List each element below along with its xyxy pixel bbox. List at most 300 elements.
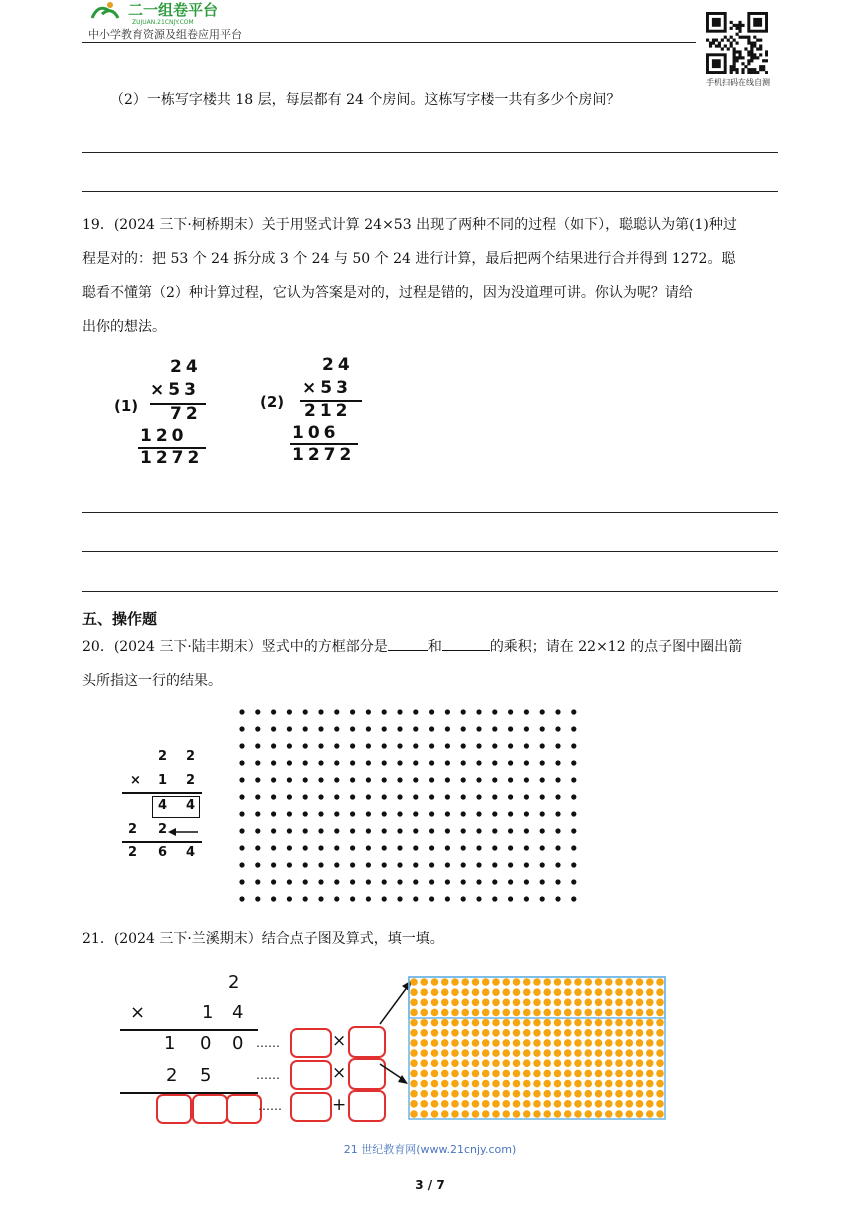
- dot[interactable]: [508, 777, 513, 782]
- fill-blank[interactable]: [388, 636, 428, 651]
- dot[interactable]: [555, 760, 560, 765]
- orange-dot: [461, 978, 469, 986]
- dot[interactable]: [476, 828, 481, 833]
- orange-dot: [513, 978, 521, 986]
- dot[interactable]: [271, 760, 276, 765]
- dot[interactable]: [318, 726, 323, 731]
- dot[interactable]: [492, 760, 497, 765]
- dot[interactable]: [524, 879, 529, 884]
- dot[interactable]: [318, 811, 323, 816]
- dot[interactable]: [303, 760, 308, 765]
- dot[interactable]: [255, 879, 260, 884]
- dot[interactable]: [492, 845, 497, 850]
- dot[interactable]: [397, 794, 402, 799]
- answer-box[interactable]: [192, 1094, 228, 1124]
- dot[interactable]: [524, 862, 529, 867]
- dot[interactable]: [366, 794, 371, 799]
- dot[interactable]: [239, 760, 244, 765]
- dot[interactable]: [555, 811, 560, 816]
- dot[interactable]: [524, 760, 529, 765]
- dot[interactable]: [461, 879, 466, 884]
- dot[interactable]: [429, 845, 434, 850]
- dot[interactable]: [334, 811, 339, 816]
- orange-dot: [410, 1090, 418, 1098]
- dot[interactable]: [571, 777, 576, 782]
- dot[interactable]: [366, 760, 371, 765]
- dot[interactable]: [255, 743, 260, 748]
- dot[interactable]: [239, 794, 244, 799]
- dot[interactable]: [524, 811, 529, 816]
- dot[interactable]: [271, 777, 276, 782]
- dot[interactable]: [476, 845, 481, 850]
- dot[interactable]: [397, 879, 402, 884]
- dot[interactable]: [255, 862, 260, 867]
- dot[interactable]: [476, 794, 481, 799]
- dot[interactable]: [445, 760, 450, 765]
- dot[interactable]: [508, 879, 513, 884]
- dot[interactable]: [350, 845, 355, 850]
- dot[interactable]: [571, 743, 576, 748]
- dot[interactable]: [334, 845, 339, 850]
- dot[interactable]: [429, 896, 434, 901]
- dot[interactable]: [555, 862, 560, 867]
- orange-dot: [482, 1070, 490, 1078]
- footer-link[interactable]: 21 世纪教育网(www.21cnjy.com): [343, 1143, 517, 1156]
- orange-dot: [533, 978, 541, 986]
- dot[interactable]: [445, 743, 450, 748]
- dot[interactable]: [350, 794, 355, 799]
- dot[interactable]: [555, 743, 560, 748]
- dot[interactable]: [571, 845, 576, 850]
- dot[interactable]: [287, 845, 292, 850]
- dot[interactable]: [429, 794, 434, 799]
- dot[interactable]: [239, 862, 244, 867]
- orange-dot: [584, 999, 592, 1007]
- dot[interactable]: [287, 794, 292, 799]
- orange-dot: [615, 1100, 623, 1108]
- dot[interactable]: [413, 760, 418, 765]
- dot[interactable]: [461, 743, 466, 748]
- dot[interactable]: [429, 828, 434, 833]
- orange-dot: [605, 1080, 613, 1088]
- dot[interactable]: [350, 896, 355, 901]
- dot[interactable]: [334, 777, 339, 782]
- answer-box[interactable]: [156, 1094, 192, 1124]
- dot[interactable]: [350, 862, 355, 867]
- dot[interactable]: [461, 777, 466, 782]
- dot[interactable]: [445, 845, 450, 850]
- dot[interactable]: [287, 726, 292, 731]
- dot[interactable]: [540, 760, 545, 765]
- dot[interactable]: [476, 726, 481, 731]
- dot[interactable]: [445, 794, 450, 799]
- dot[interactable]: [445, 811, 450, 816]
- dot[interactable]: [413, 794, 418, 799]
- dot[interactable]: [350, 811, 355, 816]
- dot[interactable]: [540, 828, 545, 833]
- dot[interactable]: [461, 794, 466, 799]
- dot[interactable]: [303, 794, 308, 799]
- answer-box[interactable]: [226, 1094, 262, 1124]
- dot[interactable]: [287, 709, 292, 714]
- dot[interactable]: [303, 896, 308, 901]
- dot[interactable]: [397, 743, 402, 748]
- dot[interactable]: [413, 811, 418, 816]
- orange-dot: [625, 1110, 633, 1118]
- qr-caption: 手机扫码在线自测: [706, 78, 770, 87]
- answer-box[interactable]: [290, 1060, 332, 1090]
- dot[interactable]: [318, 845, 323, 850]
- dot[interactable]: [350, 743, 355, 748]
- fill-blank[interactable]: [442, 636, 490, 651]
- dot[interactable]: [413, 709, 418, 714]
- dot[interactable]: [239, 726, 244, 731]
- dot[interactable]: [287, 777, 292, 782]
- dot[interactable]: [461, 811, 466, 816]
- dot[interactable]: [239, 879, 244, 884]
- dot[interactable]: [476, 760, 481, 765]
- dot[interactable]: [571, 709, 576, 714]
- dot[interactable]: [271, 743, 276, 748]
- dot[interactable]: [492, 794, 497, 799]
- dot[interactable]: [461, 862, 466, 867]
- dot[interactable]: [492, 879, 497, 884]
- dot[interactable]: [271, 879, 276, 884]
- dot[interactable]: [524, 743, 529, 748]
- dot[interactable]: [492, 726, 497, 731]
- dot[interactable]: [271, 794, 276, 799]
- dot-grid[interactable]: [232, 702, 602, 912]
- dot[interactable]: [508, 896, 513, 901]
- dot[interactable]: [318, 862, 323, 867]
- dot[interactable]: [334, 896, 339, 901]
- dot[interactable]: [461, 896, 466, 901]
- dot[interactable]: [334, 828, 339, 833]
- dot[interactable]: [255, 777, 260, 782]
- dot[interactable]: [382, 862, 387, 867]
- dot[interactable]: [461, 845, 466, 850]
- dot[interactable]: [571, 862, 576, 867]
- dot[interactable]: [508, 828, 513, 833]
- dot[interactable]: [350, 879, 355, 884]
- dot[interactable]: [271, 862, 276, 867]
- dot[interactable]: [445, 777, 450, 782]
- dot[interactable]: [397, 862, 402, 867]
- dot[interactable]: [382, 794, 387, 799]
- dot[interactable]: [334, 743, 339, 748]
- orange-dot: [595, 988, 603, 996]
- dot[interactable]: [303, 862, 308, 867]
- dot[interactable]: [366, 862, 371, 867]
- dot[interactable]: [318, 879, 323, 884]
- orange-dot: [646, 1049, 654, 1057]
- dot[interactable]: [334, 794, 339, 799]
- dot[interactable]: [492, 777, 497, 782]
- orange-dot: [502, 1080, 510, 1088]
- orange-dot: [420, 999, 428, 1007]
- dot[interactable]: [255, 828, 260, 833]
- dot[interactable]: [571, 828, 576, 833]
- dot[interactable]: [540, 709, 545, 714]
- dot[interactable]: [492, 828, 497, 833]
- dot[interactable]: [239, 811, 244, 816]
- dot[interactable]: [524, 896, 529, 901]
- dot[interactable]: [318, 760, 323, 765]
- dot[interactable]: [255, 726, 260, 731]
- orange-dot: [492, 999, 500, 1007]
- dot[interactable]: [492, 862, 497, 867]
- dot[interactable]: [508, 709, 513, 714]
- dot[interactable]: [303, 743, 308, 748]
- dot[interactable]: [303, 845, 308, 850]
- orange-dot: [574, 1090, 582, 1098]
- dot[interactable]: [555, 794, 560, 799]
- dot[interactable]: [239, 845, 244, 850]
- dot[interactable]: [318, 777, 323, 782]
- dot[interactable]: [318, 743, 323, 748]
- dot[interactable]: [271, 709, 276, 714]
- dot[interactable]: [303, 828, 308, 833]
- dot[interactable]: [334, 726, 339, 731]
- dot[interactable]: [382, 879, 387, 884]
- dot[interactable]: [350, 828, 355, 833]
- dot[interactable]: [555, 726, 560, 731]
- dot[interactable]: [350, 777, 355, 782]
- dot[interactable]: [350, 709, 355, 714]
- dot[interactable]: [445, 879, 450, 884]
- dot[interactable]: [429, 760, 434, 765]
- dot[interactable]: [397, 709, 402, 714]
- dot[interactable]: [445, 828, 450, 833]
- dot[interactable]: [334, 709, 339, 714]
- dot[interactable]: [413, 845, 418, 850]
- dot[interactable]: [271, 828, 276, 833]
- dot[interactable]: [492, 709, 497, 714]
- dot[interactable]: [555, 879, 560, 884]
- dot[interactable]: [461, 726, 466, 731]
- orange-dot: [615, 1110, 623, 1118]
- dot[interactable]: [476, 743, 481, 748]
- dot[interactable]: [397, 777, 402, 782]
- dot[interactable]: [397, 828, 402, 833]
- dot[interactable]: [492, 743, 497, 748]
- dot[interactable]: [271, 845, 276, 850]
- dot[interactable]: [555, 896, 560, 901]
- dot[interactable]: [540, 777, 545, 782]
- dot[interactable]: [287, 811, 292, 816]
- dot[interactable]: [524, 709, 529, 714]
- dot[interactable]: [445, 726, 450, 731]
- dot[interactable]: [382, 811, 387, 816]
- dot[interactable]: [271, 896, 276, 901]
- dot[interactable]: [524, 777, 529, 782]
- dot[interactable]: [318, 794, 323, 799]
- dot[interactable]: [540, 743, 545, 748]
- dot[interactable]: [334, 760, 339, 765]
- dot[interactable]: [571, 760, 576, 765]
- dot[interactable]: [382, 828, 387, 833]
- dot[interactable]: [318, 896, 323, 901]
- dot[interactable]: [492, 896, 497, 901]
- dot[interactable]: [508, 794, 513, 799]
- dot[interactable]: [524, 726, 529, 731]
- dot[interactable]: [540, 845, 545, 850]
- orange-dot: [431, 1009, 439, 1017]
- dot[interactable]: [524, 828, 529, 833]
- dot[interactable]: [476, 879, 481, 884]
- dot[interactable]: [287, 828, 292, 833]
- dot[interactable]: [366, 845, 371, 850]
- dot[interactable]: [255, 811, 260, 816]
- orange-dot: [502, 1019, 510, 1027]
- dot[interactable]: [508, 726, 513, 731]
- dot[interactable]: [303, 709, 308, 714]
- dot[interactable]: [318, 828, 323, 833]
- orange-dot: [533, 1059, 541, 1067]
- dot[interactable]: [366, 896, 371, 901]
- dot[interactable]: [445, 896, 450, 901]
- dot[interactable]: [366, 777, 371, 782]
- dot[interactable]: [492, 811, 497, 816]
- dot[interactable]: [366, 726, 371, 731]
- dot[interactable]: [382, 726, 387, 731]
- dot[interactable]: [571, 811, 576, 816]
- dot[interactable]: [303, 811, 308, 816]
- dot[interactable]: [413, 777, 418, 782]
- dot[interactable]: [366, 879, 371, 884]
- dot[interactable]: [476, 811, 481, 816]
- dot[interactable]: [555, 777, 560, 782]
- dot[interactable]: [366, 743, 371, 748]
- dot[interactable]: [540, 862, 545, 867]
- dot[interactable]: [540, 896, 545, 901]
- dot[interactable]: [429, 811, 434, 816]
- dot[interactable]: [540, 879, 545, 884]
- dot[interactable]: [255, 896, 260, 901]
- dot[interactable]: [508, 743, 513, 748]
- dot[interactable]: [397, 811, 402, 816]
- dot[interactable]: [429, 777, 434, 782]
- dot[interactable]: [255, 709, 260, 714]
- dot[interactable]: [318, 709, 323, 714]
- dot[interactable]: [239, 709, 244, 714]
- dot[interactable]: [334, 879, 339, 884]
- dot[interactable]: [571, 794, 576, 799]
- dot[interactable]: [445, 862, 450, 867]
- dot[interactable]: [397, 726, 402, 731]
- answer-box[interactable]: [290, 1092, 332, 1122]
- dot[interactable]: [429, 879, 434, 884]
- dot[interactable]: [571, 896, 576, 901]
- answer-box[interactable]: [348, 1090, 386, 1122]
- dot[interactable]: [382, 896, 387, 901]
- dot[interactable]: [461, 828, 466, 833]
- dot[interactable]: [350, 760, 355, 765]
- dot[interactable]: [303, 879, 308, 884]
- dot[interactable]: [413, 896, 418, 901]
- dot[interactable]: [239, 777, 244, 782]
- dot[interactable]: [476, 777, 481, 782]
- dot[interactable]: [540, 794, 545, 799]
- dot[interactable]: [366, 709, 371, 714]
- dot[interactable]: [508, 760, 513, 765]
- dot[interactable]: [382, 743, 387, 748]
- dot[interactable]: [555, 828, 560, 833]
- orange-dot: [543, 1059, 551, 1067]
- dot[interactable]: [476, 709, 481, 714]
- dot[interactable]: [508, 862, 513, 867]
- dot[interactable]: [397, 896, 402, 901]
- orange-dot: [564, 1059, 572, 1067]
- dot[interactable]: [524, 845, 529, 850]
- dot[interactable]: [413, 828, 418, 833]
- dot[interactable]: [413, 743, 418, 748]
- dot[interactable]: [508, 845, 513, 850]
- dot[interactable]: [555, 709, 560, 714]
- orange-dot: [410, 1029, 418, 1037]
- dot[interactable]: [239, 828, 244, 833]
- dot[interactable]: [271, 726, 276, 731]
- dot[interactable]: [366, 811, 371, 816]
- dot[interactable]: [303, 726, 308, 731]
- dot[interactable]: [571, 879, 576, 884]
- dot[interactable]: [540, 726, 545, 731]
- orange-dot: [441, 1049, 449, 1057]
- dot[interactable]: [429, 726, 434, 731]
- dot[interactable]: [382, 845, 387, 850]
- dot[interactable]: [461, 760, 466, 765]
- dot[interactable]: [524, 794, 529, 799]
- dot[interactable]: [239, 743, 244, 748]
- dot[interactable]: [255, 760, 260, 765]
- dot[interactable]: [382, 709, 387, 714]
- dot[interactable]: [334, 862, 339, 867]
- dot[interactable]: [397, 845, 402, 850]
- dot[interactable]: [287, 743, 292, 748]
- orange-dot: [472, 1059, 480, 1067]
- answer-box[interactable]: [290, 1028, 332, 1058]
- dot[interactable]: [429, 709, 434, 714]
- dot[interactable]: [366, 828, 371, 833]
- dot[interactable]: [382, 777, 387, 782]
- dot[interactable]: [255, 845, 260, 850]
- dot[interactable]: [287, 896, 292, 901]
- dot[interactable]: [287, 862, 292, 867]
- dot[interactable]: [413, 879, 418, 884]
- dot[interactable]: [287, 879, 292, 884]
- dot[interactable]: [350, 726, 355, 731]
- dot[interactable]: [255, 794, 260, 799]
- dot[interactable]: [476, 896, 481, 901]
- dot[interactable]: [271, 811, 276, 816]
- dot[interactable]: [461, 709, 466, 714]
- dot[interactable]: [413, 862, 418, 867]
- dot[interactable]: [571, 726, 576, 731]
- dot[interactable]: [382, 760, 387, 765]
- dot[interactable]: [397, 760, 402, 765]
- dot[interactable]: [429, 743, 434, 748]
- dot[interactable]: [445, 709, 450, 714]
- dot[interactable]: [476, 862, 481, 867]
- dot[interactable]: [508, 811, 513, 816]
- dot[interactable]: [555, 845, 560, 850]
- dot[interactable]: [303, 777, 308, 782]
- dot[interactable]: [429, 862, 434, 867]
- dot[interactable]: [413, 726, 418, 731]
- dot[interactable]: [239, 896, 244, 901]
- dot[interactable]: [540, 811, 545, 816]
- dot[interactable]: [287, 760, 292, 765]
